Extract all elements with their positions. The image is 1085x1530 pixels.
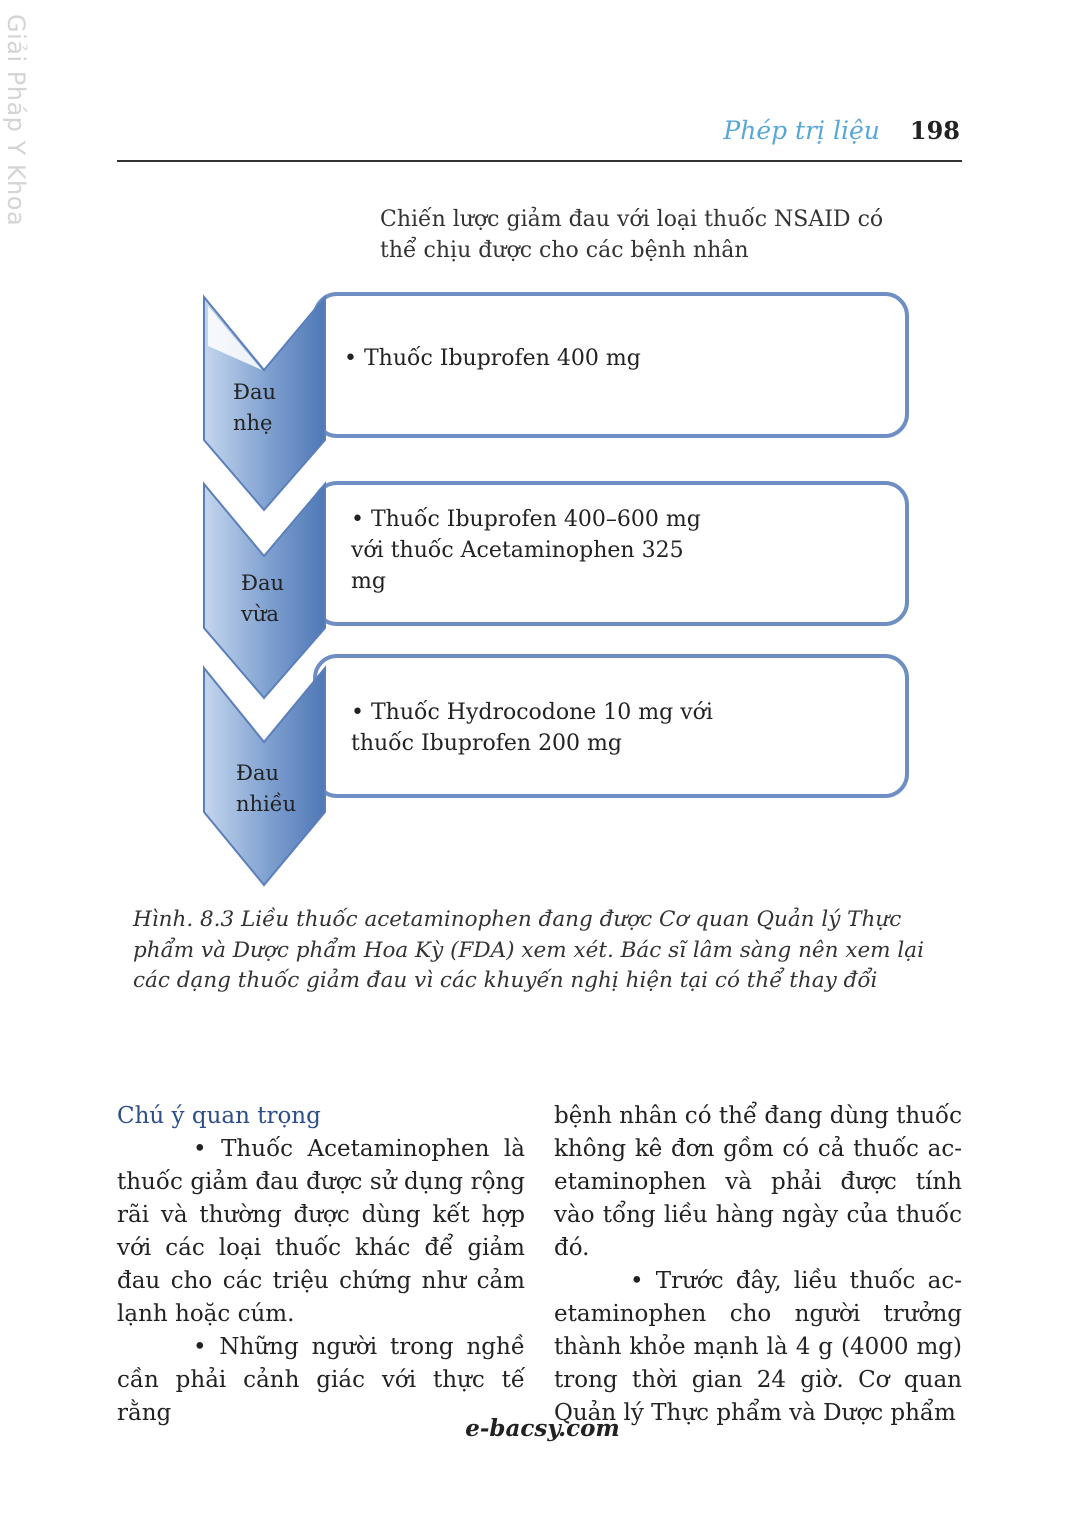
paragraph: • Thuốc Acetaminophen là thuốc giảm đau được sử dụng rộng rãi và thường được dùng kết hợp với các loại thuốc khác để giảm đau cho các triệu chứng như cảm lạnh hoặc cúm. (117, 1136, 525, 1327)
paragraph: • Trước đây, liều thuốc ac- etaminophen cho người trưởng thành khỏe mạnh là 4 g (4000 mg) trong thời gian 24 giờ. Cơ quan Quản lý Thực phẩm và Dược phẩm (554, 1268, 962, 1426)
page-number: 198 (909, 116, 960, 145)
section-heading: Chú ý quan trọng (117, 1103, 321, 1129)
footer-site: e-bacsy.com (465, 1415, 620, 1442)
chevron-label-mild: Đau nhẹ (233, 380, 276, 435)
dose-text-mild: • Thuốc Ibuprofen 400 mg (344, 346, 641, 371)
figure-caption: Hình. 8.3 Liều thuốc acetaminophen đang được Cơ quan Quản lý Thực phẩm và Dược phẩm Hoa Kỳ (FDA) xem xét. Bác sĩ lâm sàng nên xem lại các dạng thuốc giảm đau vì các khuyến nghị hiện tại có thể thay đổi (133, 907, 924, 993)
diagram-title: Chiến lược giảm đau với loại thuốc NSAID có thể chịu được cho các bệnh nhân (380, 207, 884, 263)
chapter-title: Phép trị liệu (723, 116, 880, 145)
paragraph: bệnh nhân có thể đang dùng thuốc không kê đơn gồm có cả thuốc ac- etaminophen và phải được tính vào tổng liều hàng ngày của thuốc đó. (554, 1103, 962, 1261)
dose-text-moderate: • Thuốc Ibuprofen 400–600 mg với thuốc Acetaminophen 325 mg (351, 507, 701, 594)
chevron-label-moderate: Đau vừa (241, 571, 284, 626)
body-column-left (117, 1100, 525, 1430)
paragraph: • Những người trong nghề cần phải cảnh giác với thực tế rằng (117, 1334, 525, 1426)
chevron-label-severe: Đau nhiều (236, 761, 297, 816)
body-column-right (554, 1100, 962, 1430)
dose-text-severe: • Thuốc Hydrocodone 10 mg với thuốc Ibuprofen 200 mg (351, 700, 713, 756)
watermark-text: Giải Pháp Y Khoa (2, 14, 30, 227)
